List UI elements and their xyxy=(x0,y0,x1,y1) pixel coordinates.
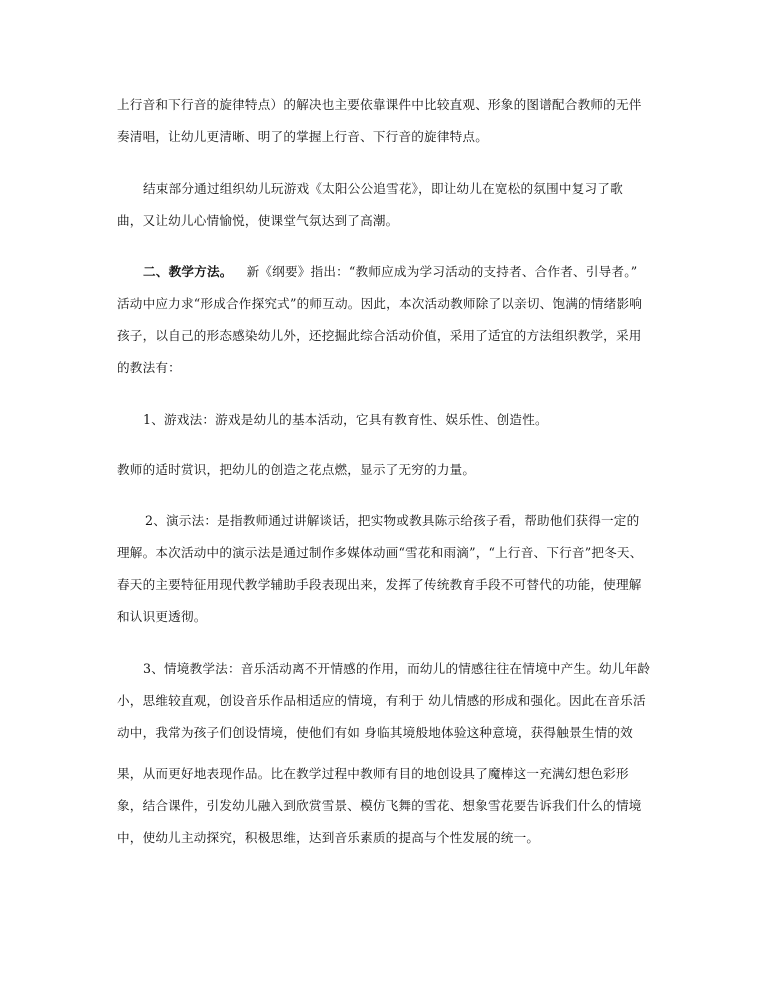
text-line: 结束部分通过组织幼儿玩游戏《太阳公公追雪花》，即让幼儿在宽松的氛围中复习了歌 xyxy=(143,181,623,196)
text-line: 奏清唱，让幼儿更清晰、明了的掌握上行音、下行音的旋律特点。 xyxy=(117,129,489,144)
section-heading-line xyxy=(143,264,637,280)
text-line: 动中，我常为孩子们创设情境，使他们有如 身临其境般地体验这种意境，获得触景生情的效 xyxy=(117,725,633,740)
text-line: 象，结合课件，引发幼儿融入到欣赏雪景、模仿飞舞的雪花、想象雪花要告诉我们什么的情境 xyxy=(117,798,642,813)
text-line: 活动中应力求“形成合作探究式”的师互动。因此，本次活动教师除了以亲切、饱满的情绪影响 xyxy=(117,296,643,311)
text-line: 小，思维较直观，创设音乐作品相适应的情境，有利于 幼儿情感的形成和强化。因此在音乐活 xyxy=(117,693,646,708)
text-line: 2、演示法：是指教师通过讲解谈话，把实物或教具陈示给孩子看，帮助他们获得一定的 xyxy=(145,513,640,528)
text-line: 春天的主要特征用现代教学辅助手段表现出来，发挥了传统教育手段不可替代的功能，使理解 xyxy=(117,577,642,592)
text-line: 理解。本次活动中的演示法是通过制作多媒体动画“雪花和雨滴”，“上行音、下行音”把冬天、 xyxy=(117,545,643,560)
text-line: 3、情境教学法：音乐活动离不开情感的作用，而幼儿的情感往往在情境中产生。幼儿年龄 xyxy=(143,661,651,676)
text-span: 新《纲要》指出：“教师应成为学习活动的支持者、合作者、引导者。” xyxy=(246,264,638,279)
text-line: 的教法有： xyxy=(117,360,181,375)
text-line: 上行音和下行音的旋律特点）的解决也主要依靠课件中比较直观、形象的图谱配合教师的无伴 xyxy=(117,97,642,112)
text-line: 1、游戏法：游戏是幼儿的基本活动，它具有教育性、娱乐性、创造性。 xyxy=(143,412,548,427)
text-line: 孩子，以自己的形态感染幼儿外，还挖掘此综合活动价值，采用了适宜的方法组织教学，采用 xyxy=(117,328,642,343)
text-line: 中，使幼儿主动探究，积极思维，达到音乐素质的提高与个性发展的统一。 xyxy=(117,830,540,845)
text-line: 曲，又让幼儿心情愉悦，使课堂气氛达到了高潮。 xyxy=(117,213,399,228)
text-line: 教师的适时赏识，把幼儿的创造之花点燃，显示了无穷的力量。 xyxy=(117,462,476,477)
section-heading: 二、教学方法。 xyxy=(143,264,233,279)
text-line: 和认识更透彻。 xyxy=(117,609,207,624)
text-line: 果，从而更好地表现作品。比在教学过程中教师有目的地创设具了魔棒这一充满幻想色彩形 xyxy=(117,766,629,781)
